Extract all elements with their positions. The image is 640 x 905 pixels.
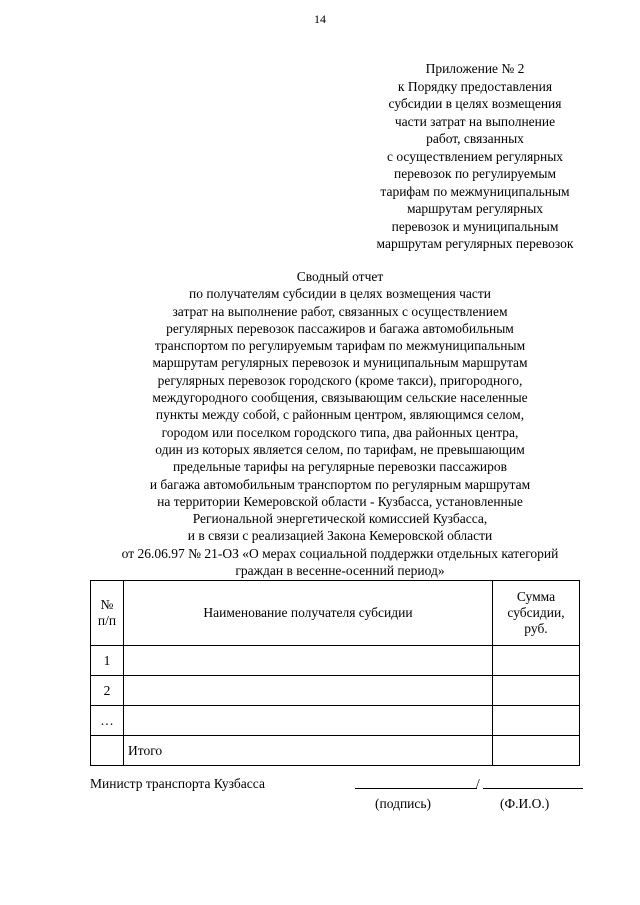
report-title-line: и в связи с реализацией Закона Кемеровской области [187,528,493,544]
report-title-line: городом или поселком городского типа, два районных центра, [161,424,519,440]
total-number-cell [91,736,124,766]
header-number [91,581,124,646]
appendix-line: маршрутам регулярных перевозок [376,236,574,251]
header-sum-line: субсидии, [507,605,565,620]
table-row [91,676,580,706]
appendix-line: части затрат на выполнение [394,113,556,129]
report-title-line: предельные тарифы на регулярные перевозки пассажиров [172,459,508,475]
report-title-line: транспортом по регулируемым тарифам по межмуниципальным [154,338,526,354]
report-title [60,268,620,579]
name-caption: (Ф.И.О.) [500,796,550,811]
signature-line [355,788,477,789]
report-title-line: затрат на выполнение работ, связанных с осуществлением [172,303,508,319]
row-number: 1 [91,646,124,676]
appendix-line: тарифам по межмуниципальным [380,183,570,199]
appendix-line: маршрутам регулярных [406,201,544,216]
header-sum-line: Сумма [516,589,556,604]
header-subsidy-sum [493,581,580,646]
report-title-line: Региональной энергетической комиссией Кузбасса, [192,511,488,527]
report-title-line: от 26.06.97 № 21-ОЗ «О мерах социальной поддержки отдельных категорий [121,545,559,561]
table-row [91,706,580,736]
appendix-line: субсидии в целях возмещения [388,96,562,111]
row-subsidy-sum [493,646,580,676]
signature-block [90,776,590,816]
report-title-line: пункты между собой, с районным центром, являющимся селом, [155,407,525,423]
row-recipient-name [124,676,493,706]
row-subsidy-sum [493,676,580,706]
header-sum-line: руб. [524,621,548,636]
report-title-line: регулярных перевозок пассажиров и багажа автомобильным [166,320,514,336]
header-number-line: п/п [97,613,117,628]
signature-caption: (подпись) [375,796,432,811]
appendix-line: перевозок по регулируемым [394,166,556,181]
report-title-line: граждан в весенне-осенний период» [235,563,445,579]
total-sum-cell [493,736,580,766]
row-recipient-name [124,646,493,676]
report-title-line: Сводный отчет [296,269,384,284]
name-line [483,788,583,789]
appendix-line: с осуществлением регулярных [386,148,564,164]
appendix-line: работ, связанных [426,131,524,146]
report-title-line: и багажа автомобильным транспортом по регулярным маршрутам [149,476,531,492]
table-header-row [91,581,580,646]
report-title-line: междугородного сообщения, связывающим сельские населенные [152,390,528,406]
appendix-line: Приложение № 2 [425,61,525,76]
appendix-header [350,60,600,253]
report-title-line: один из которых является селом, по тарифам, не превышающим [155,441,525,457]
signature-slash: / [476,776,480,791]
header-number-line: № [100,597,114,612]
minister-title: Министр транспорта Кузбасса [90,776,265,791]
row-subsidy-sum [493,706,580,736]
report-title-line: маршрутам регулярных перевозок и муниципальным маршрутам [152,355,528,371]
total-label: Итого [124,736,493,766]
table-row [91,646,580,676]
report-title-line: регулярных перевозок городского (кроме такси), пригородного, [157,372,523,388]
table-total-row [91,736,580,766]
appendix-line: перевозок и муниципальным [391,218,559,234]
row-recipient-name [124,706,493,736]
subsidy-table [90,580,580,766]
report-title-line: на территории Кемеровской области - Кузбасса, установленные [157,493,523,509]
report-title-line: по получателям субсидии в целях возмещения части [188,286,492,302]
appendix-line: к Порядку предоставления [397,78,553,94]
header-recipient-name: Наименование получателя субсидии [124,581,493,646]
row-number: … [91,706,124,736]
page-number: 14 [314,12,326,26]
row-number: 2 [91,676,124,706]
